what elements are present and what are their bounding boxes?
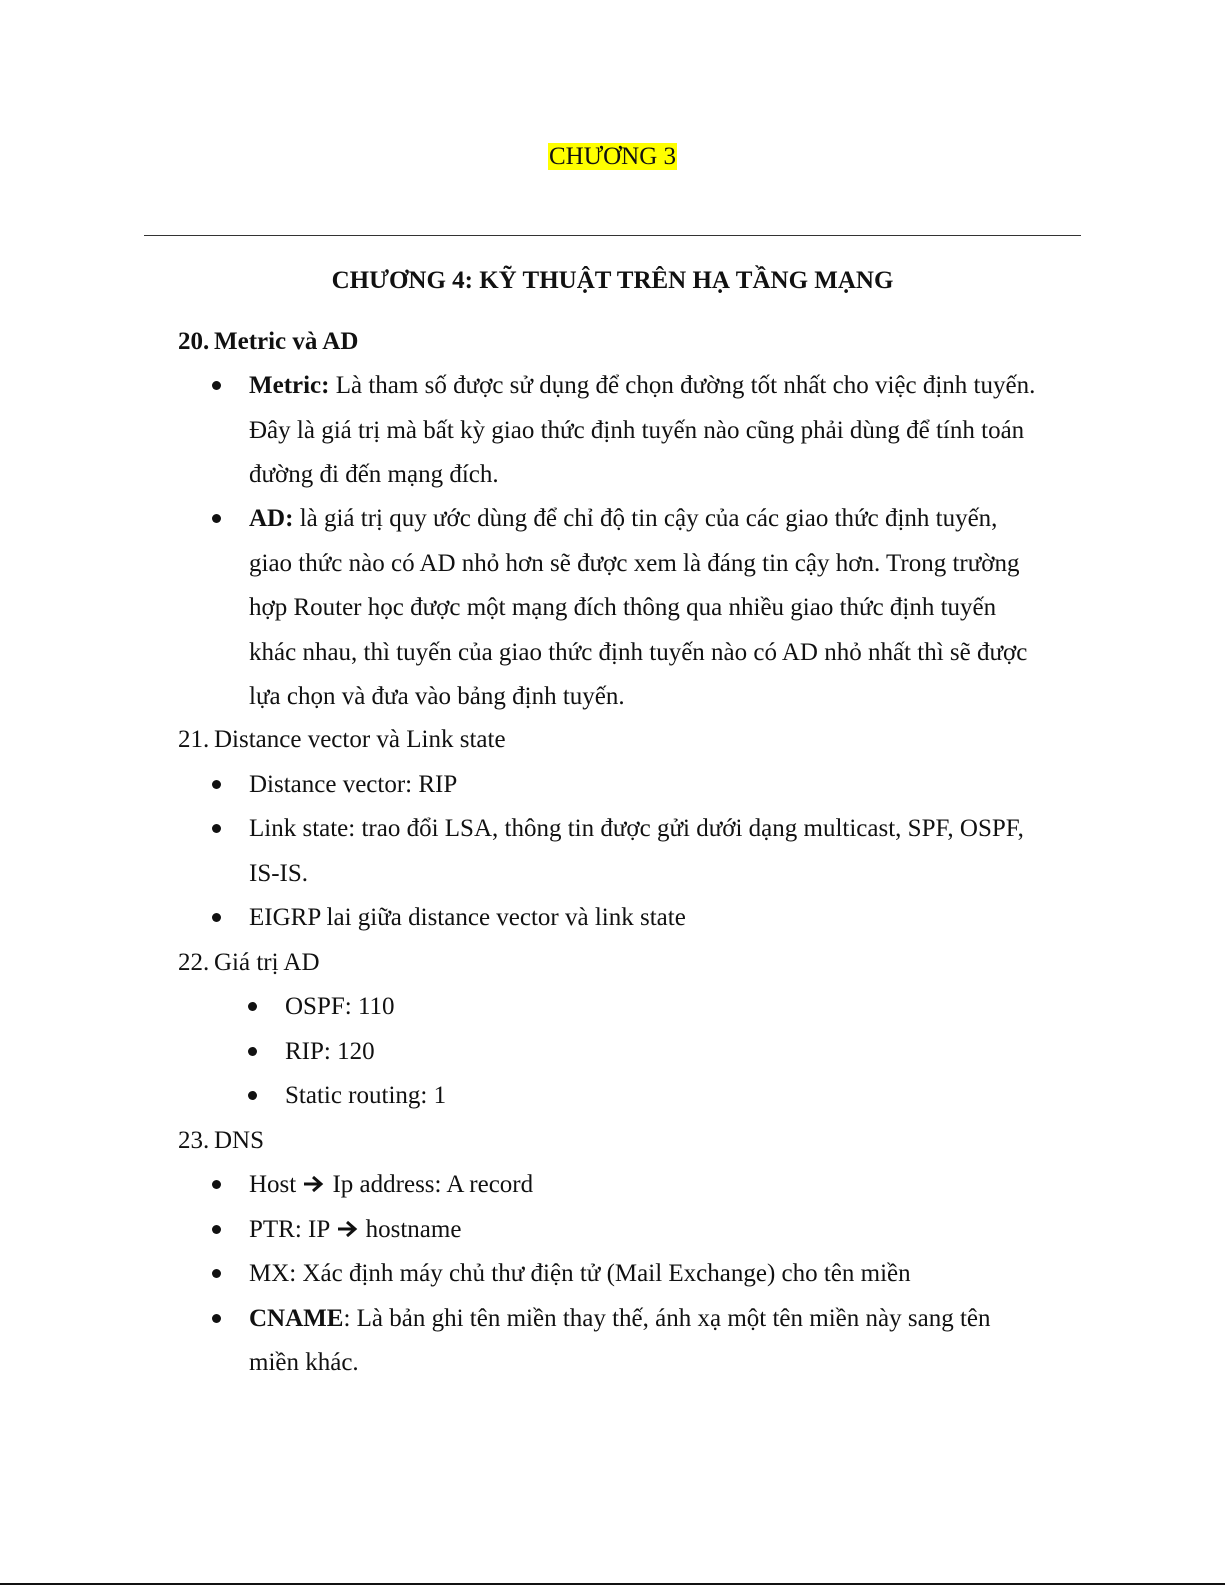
section-number: 23.: [178, 1127, 210, 1154]
bullet-icon: [212, 1225, 221, 1234]
bullet-icon: [248, 1091, 257, 1100]
section-number: 20.: [178, 328, 210, 355]
bullet-text: : Là bản ghi tên miền thay thế, ánh xạ một tên miền này sang tên: [343, 1305, 991, 1332]
bullet-line: miền khác.: [249, 1349, 359, 1376]
bullet-line: Distance vector: RIP: [249, 771, 458, 798]
bullet-text: Host: [249, 1171, 303, 1198]
bullet-line: [249, 501, 997, 537]
bullet-text: hostname: [365, 1216, 462, 1243]
bullet-line: khác nhau, thì tuyến của giao thức định tuyến nào có AD nhỏ nhất thì sẽ được: [249, 639, 1028, 666]
section-title: Distance vector và Link state: [214, 726, 506, 753]
bullet-icon: [248, 1002, 257, 1011]
bullet-line: [249, 368, 1035, 404]
arrow-right-icon: [302, 1174, 326, 1194]
bullet-line: [249, 1301, 990, 1337]
bullet-line: Link state: trao đổi LSA, thông tin được gửi dưới dạng multicast, SPF, OSPF,: [249, 815, 1024, 842]
bullet-line: Static routing: 1: [285, 1082, 447, 1109]
term-label: CNAME: [249, 1305, 344, 1332]
bullet-text: PTR: IP: [249, 1216, 336, 1243]
bullet-line: [249, 1212, 461, 1248]
term-label: AD:: [249, 505, 294, 532]
bullet-line: hợp Router học được một mạng đích thông qua nhiều giao thức định tuyến: [249, 594, 997, 621]
bullet-line: OSPF: 110: [285, 993, 395, 1020]
bullet-line: IS-IS.: [249, 860, 309, 887]
bullet-icon: [212, 1269, 221, 1278]
highlighted-chapter-label: CHƯƠNG 3: [548, 143, 677, 170]
section-title: Metric và AD: [214, 328, 359, 355]
bullet-text: Là tham số được sử dụng để chọn đường tốt nhất cho việc định tuyến.: [329, 372, 1036, 399]
bullet-line: lựa chọn và đưa vào bảng định tuyến.: [249, 683, 625, 710]
section-title: Giá trị AD: [214, 949, 320, 976]
bullet-line: RIP: 120: [285, 1038, 375, 1065]
bullet-text: là giá trị quy ước dùng để chỉ độ tin cậy của các giao thức định tuyến,: [293, 505, 998, 532]
bullet-icon: [212, 1180, 221, 1189]
section-number: 22.: [178, 949, 210, 976]
term-label: Metric:: [249, 372, 330, 399]
bullet-icon: [212, 780, 221, 789]
bullet-icon: [212, 1314, 221, 1323]
section-title: DNS: [214, 1127, 265, 1154]
chapter-title: CHƯƠNG 4: KỸ THUẬT TRÊN HẠ TẦNG MẠNG: [331, 267, 894, 294]
bullet-icon: [212, 824, 221, 833]
bullet-line: đường đi đến mạng đích.: [249, 461, 499, 488]
bullet-line: MX: Xác định máy chủ thư điện tử (Mail Exchange) cho tên miền: [249, 1260, 911, 1287]
chapter-3-heading: [0, 140, 1225, 174]
bullet-icon: [212, 514, 221, 523]
bullet-icon: [248, 1047, 257, 1056]
arrow-right-icon: [336, 1219, 360, 1239]
bullet-line: giao thức nào có AD nhỏ hơn sẽ được xem là đáng tin cậy hơn. Trong trường: [249, 550, 1020, 577]
bullet-line: Đây là giá trị mà bất kỳ giao thức định tuyến nào cũng phải dùng để tính toán: [249, 417, 1025, 444]
bullet-icon: [212, 913, 221, 922]
bullet-line: [249, 1167, 533, 1203]
bullet-icon: [212, 381, 221, 390]
bullet-text: Ip address: A record: [332, 1171, 534, 1198]
section-divider: [144, 235, 1081, 236]
section-number: 21.: [178, 726, 210, 753]
bullet-line: EIGRP lai giữa distance vector và link state: [249, 904, 686, 931]
